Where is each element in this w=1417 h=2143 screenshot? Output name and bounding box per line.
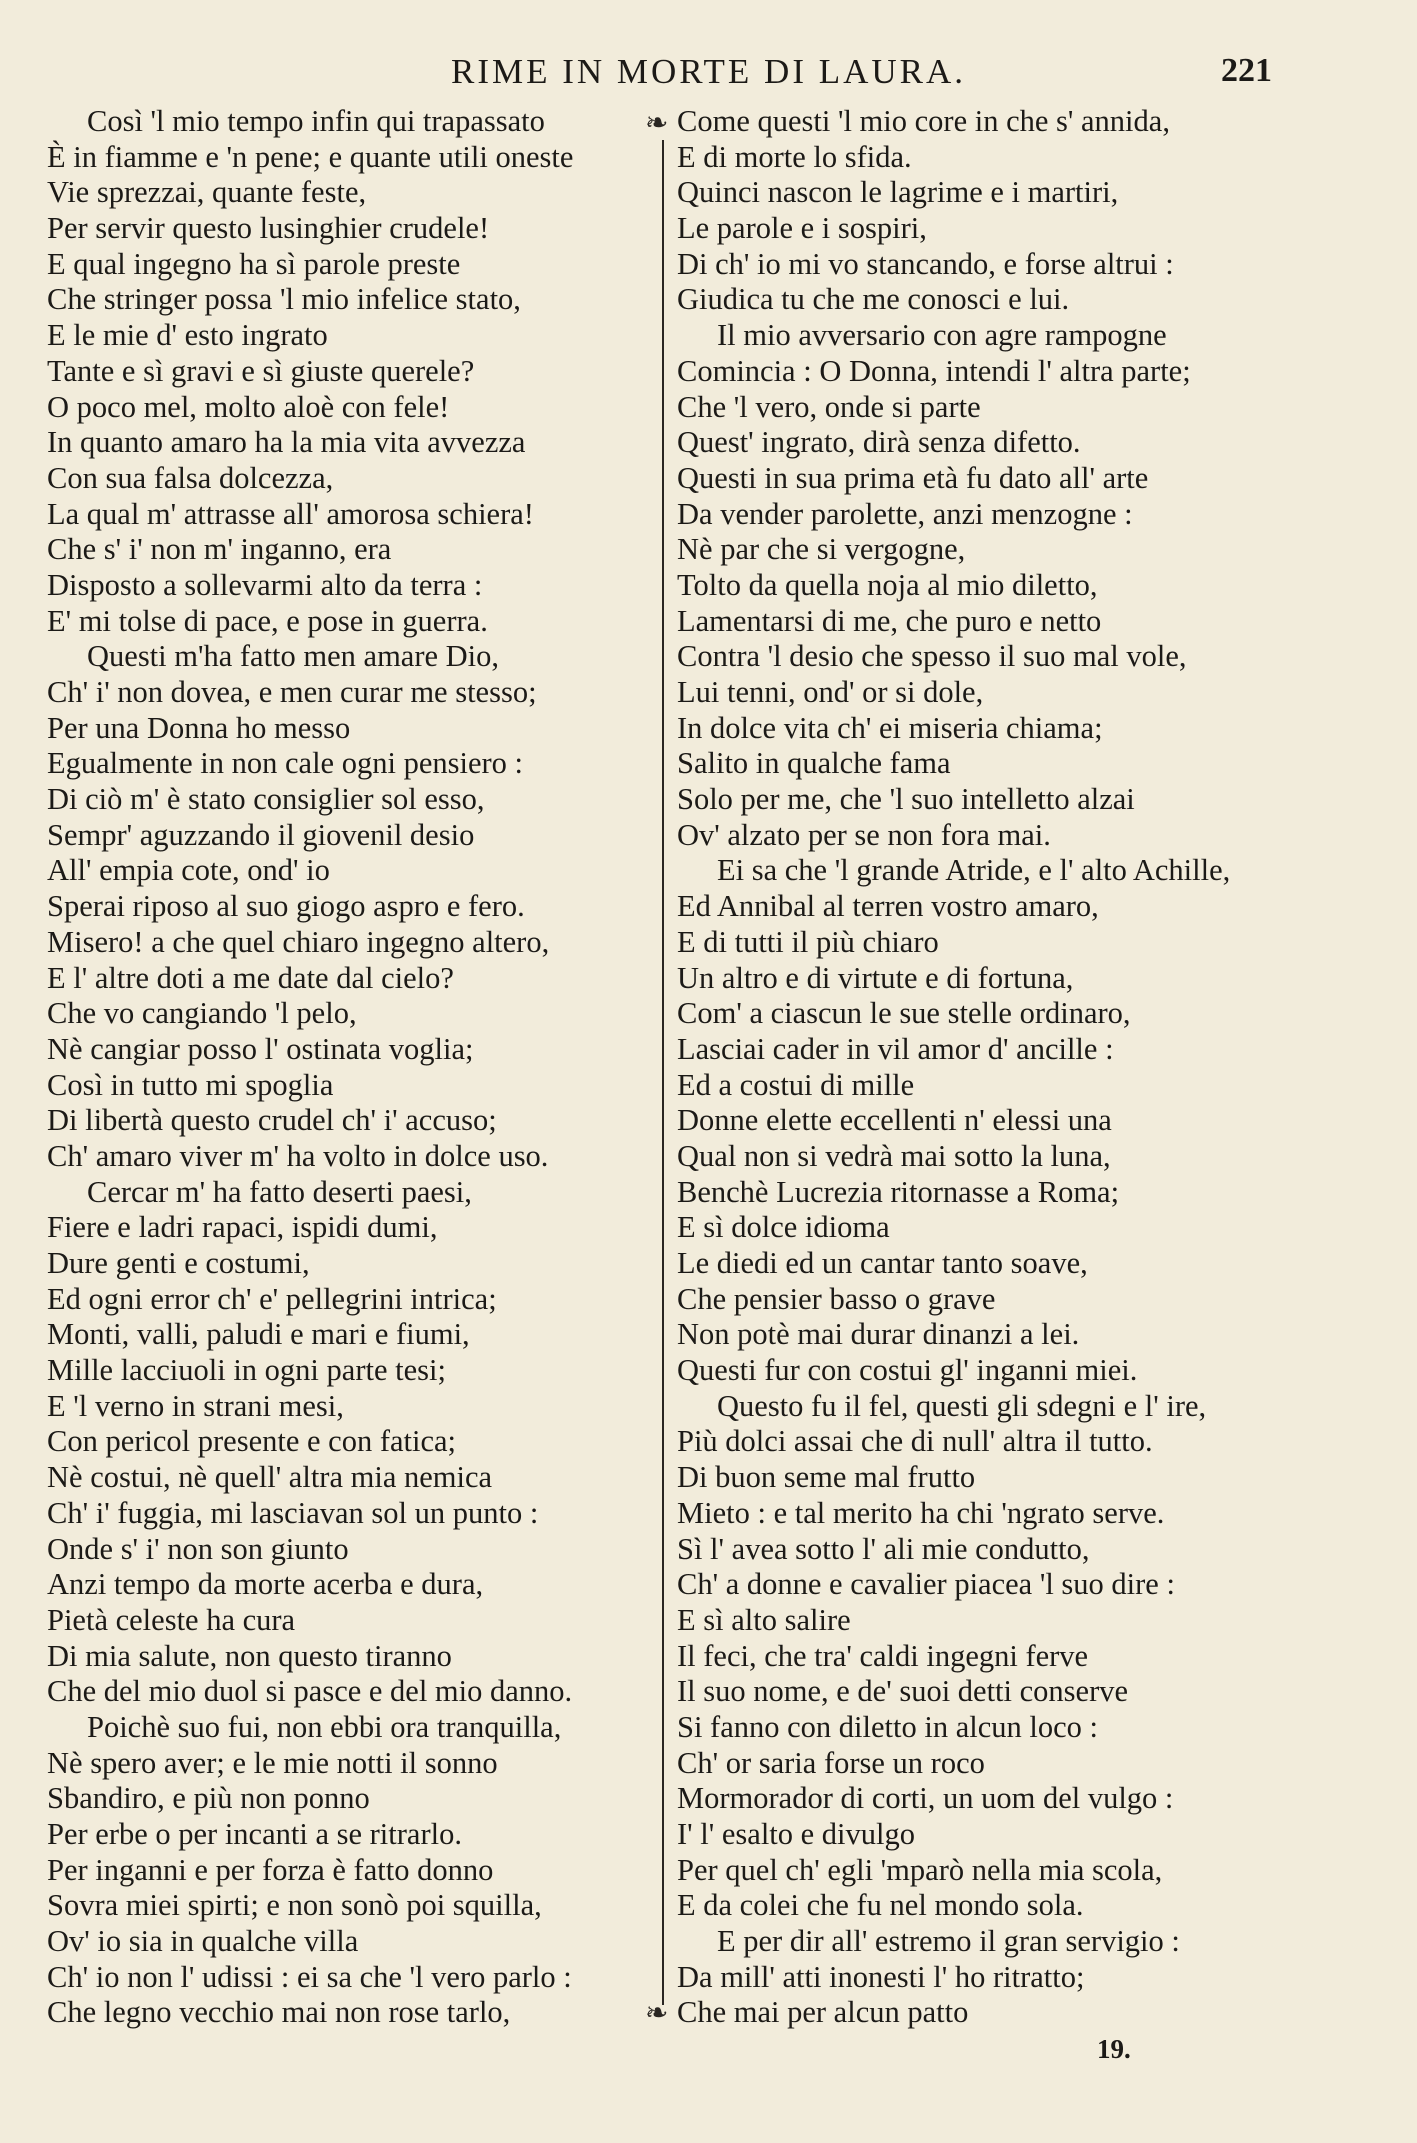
running-title: RIME IN MORTE DI LAURA. [450, 52, 967, 91]
verse-line: Tolto da quella noja al mio diletto, [677, 567, 1098, 602]
verse-line: E per dir all' estremo il gran servigio : [717, 1924, 1180, 1959]
page-number: 221 [1221, 52, 1272, 89]
verse-line: Più dolci assai che di null' altra il tutto. [677, 1424, 1153, 1459]
verse-line: E sì dolce idioma [677, 1210, 890, 1245]
verse-line: Sperai riposo al suo giogo aspro e fero. [47, 889, 525, 924]
verse-line: Dure genti e costumi, [47, 1246, 310, 1280]
verse-line: Il feci, che tra' caldi ingegni ferve [677, 1638, 1089, 1673]
verse-line: Ch' i' fuggia, mi lasciavan sol un punto : [47, 1495, 539, 1530]
verse-line: Come questi 'l mio core in che s' annida, [677, 104, 1170, 138]
verse-line: Nè cangiar posso l' ostinata voglia; [47, 1031, 474, 1066]
verse-line: Che del mio duol si pasce e del mio danno. [47, 1674, 573, 1709]
verse-line: Qual non si vedrà mai sotto la luna, [677, 1138, 1111, 1173]
verse-line: Solo per me, che 'l suo intelletto alzai [677, 782, 1135, 817]
verse-line: Ed a costui di mille [677, 1067, 915, 1102]
verse-line: All' empia cote, ond' io [47, 853, 330, 888]
verse-line: Così in tutto mi spoglia [47, 1067, 334, 1102]
verse-line: E da colei che fu nel mondo sola. [677, 1888, 1084, 1923]
verse-line: Quinci nascon le lagrime e i martiri, [677, 175, 1119, 210]
verse-line: E sì alto salire [677, 1602, 851, 1637]
right-column [677, 104, 1297, 2031]
verse-line: Di buon seme mal frutto [677, 1460, 976, 1495]
verse-line: In quanto amaro ha la mia vita avvezza [47, 425, 526, 460]
verse-line: Le diedi ed un cantar tanto soave, [677, 1246, 1088, 1280]
verse-line: Le parole e i sospiri, [677, 211, 927, 246]
verse-line: Ch' or saria forse un roco [677, 1745, 985, 1780]
verse-line: I' l' esalto e divulgo [677, 1817, 915, 1851]
verse-line: Mieto : e tal merito ha chi 'ngrato serve. [677, 1495, 1165, 1530]
verse-line: Per quel ch' egli 'mparò nella mia scola, [677, 1852, 1163, 1887]
verse-line: Salito in qualche fama [677, 746, 951, 781]
verse-line: Da mill' atti inonesti l' ho ritratto; [677, 1959, 1085, 1994]
verse-line: Che vo cangiando 'l pelo, [47, 996, 357, 1031]
verse-line: E' mi tolse di pace, e pose in guerra. [47, 603, 488, 638]
verse-line: Comincia : O Donna, intendi l' altra parte; [677, 353, 1191, 388]
verse-line: Il mio avversario con agre rampogne [717, 318, 1167, 353]
page-header [0, 52, 1417, 96]
verse-line: Ed ogni error ch' e' pellegrini intrica; [47, 1281, 497, 1316]
verse-line: Che pensier basso o grave [677, 1281, 996, 1316]
signature-mark: 19. [1097, 2034, 1131, 2064]
verse-line: E l' altre doti a me date dal cielo? [47, 960, 454, 995]
verse-line: Questo fu il fel, questi gli sdegni e l' ire, [717, 1388, 1207, 1423]
verse-line: Ch' i' non dovea, e men curar me stesso; [47, 675, 537, 709]
verse-line: Nè par che si vergogne, [677, 532, 966, 567]
verse-line: Quest' ingrato, dirà senza difetto. [677, 425, 1081, 460]
verse-line: Per erbe o per incanti a se ritrarlo. [47, 1817, 462, 1851]
fleuron-top-icon: ❧ [645, 108, 669, 139]
verse-line: O poco mel, molto aloè con fele! [47, 389, 450, 424]
verse-line: E di morte lo sfida. [677, 139, 912, 174]
verse-line: Poichè suo fui, non ebbi ora tranquilla, [87, 1709, 562, 1744]
verse-line: Non potè mai durar dinanzi a lei. [677, 1317, 1080, 1352]
verse-line: Sempr' aguzzando il giovenil desio [47, 817, 475, 852]
verse-line: Onde s' i' non son giunto [47, 1531, 349, 1566]
verse-line: Di ch' io mi vo stancando, e forse altrui : [677, 246, 1174, 281]
verse-line: Che mai per alcun patto [677, 1995, 969, 2030]
verse-line: Donne elette eccellenti n' elessi una [677, 1103, 1112, 1138]
verse-line: Ch' a donne e cavalier piacea 'l suo dire : [677, 1567, 1175, 1602]
verse-line: Di mia salute, non questo tiranno [47, 1638, 452, 1673]
verse-line: Sbandiro, e più non ponno [47, 1781, 370, 1816]
fleuron-bottom-icon: ❧ [645, 1998, 669, 2029]
verse-line: Benchè Lucrezia ritornasse a Roma; [677, 1174, 1120, 1209]
verse-line: Egualmente in non cale ogni pensiero : [47, 746, 523, 781]
verse-line: Per una Donna ho messo [47, 710, 351, 745]
verse-line: In dolce vita ch' ei miseria chiama; [677, 710, 1103, 745]
verse-line: Sì l' avea sotto l' ali mie condutto, [677, 1531, 1090, 1566]
verse-line: Ov' io sia in qualche villa [47, 1924, 359, 1959]
verse-line: Questi m'ha fatto men amare Dio, [87, 639, 500, 674]
verse-line: Il suo nome, e de' suoi detti conserve [677, 1674, 1129, 1709]
verse-line: Cercar m' ha fatto deserti paesi, [87, 1174, 472, 1209]
column-divider [662, 140, 664, 2005]
verse-line: Per servir questo lusinghier crudele! [47, 211, 490, 246]
verse-line: Ei sa che 'l grande Atride, e l' alto Achille, [717, 853, 1231, 888]
verse-line: Che s' i' non m' inganno, era [47, 532, 392, 567]
verse-line: Giudica tu che me conosci e lui. [677, 282, 1070, 317]
verse-line: Sovra miei spirti; e non sonò poi squilla, [47, 1888, 542, 1923]
verse-line: Con pericol presente e con fatica; [47, 1424, 457, 1459]
verse-line: Lasciai cader in vil amor d' ancille : [677, 1031, 1114, 1066]
verse-line: E le mie d' esto ingrato [47, 318, 328, 353]
verse-line: Com' a ciascun le sue stelle ordinaro, [677, 996, 1131, 1031]
verse-line: Misero! a che quel chiaro ingegno altero, [47, 924, 550, 959]
verse-line: Mormorador di corti, un uom del vulgo : [677, 1781, 1174, 1816]
verse-line: Lamentarsi di me, che puro e netto [677, 603, 1102, 638]
verse-line: Anzi tempo da morte acerba e dura, [47, 1567, 484, 1602]
verse-line: Per inganni e per forza è fatto donno [47, 1852, 494, 1887]
verse-line: La qual m' attrasse all' amorosa schiera! [47, 496, 534, 531]
verse-line: Di ciò m' è stato consiglier sol esso, [47, 782, 485, 817]
verse-line: Nè spero aver; e le mie notti il sonno [47, 1745, 498, 1780]
verse-line: E qual ingegno ha sì parole preste [47, 246, 461, 281]
verse-line: Nè costui, nè quell' altra mia nemica [47, 1460, 493, 1495]
verse-line: Pietà celeste ha cura [47, 1602, 296, 1637]
verse-line: Che 'l vero, onde si parte [677, 389, 981, 424]
verse-line: E di tutti il più chiaro [677, 924, 939, 959]
verse-line: Fiere e ladri rapaci, ispidi dumi, [47, 1210, 438, 1245]
verse-line: Vie sprezzai, quante feste, [47, 175, 367, 210]
verse-line: Che stringer possa 'l mio infelice stato, [47, 282, 521, 317]
verse-line: Con sua falsa dolcezza, [47, 460, 334, 495]
verse-line: Così 'l mio tempo infin qui trapassato [87, 104, 545, 138]
verse-line: Ch' amaro viver m' ha volto in dolce uso. [47, 1138, 549, 1173]
verse-line: Un altro e di virtute e di fortuna, [677, 960, 1074, 995]
verse-line: Ed Annibal al terren vostro amaro, [677, 889, 1099, 924]
verse-line: Si fanno con diletto in alcun loco : [677, 1709, 1098, 1744]
verse-line: È in fiamme e 'n pene; e quante utili oneste [47, 139, 574, 174]
verse-line: Tante e sì gravi e sì giuste querele? [47, 353, 475, 388]
verse-line: Monti, valli, paludi e mari e fiumi, [47, 1317, 470, 1352]
verse-line: Questi in sua prima età fu dato all' arte [677, 460, 1149, 495]
verse-line: Disposto a sollevarmi alto da terra : [47, 567, 483, 602]
verse-line: Lui tenni, ond' or si dole, [677, 675, 984, 709]
verse-line: Contra 'l desio che spesso il suo mal vole, [677, 639, 1187, 674]
left-column [47, 104, 657, 2031]
verse-line: Ov' alzato per se non fora mai. [677, 817, 1051, 852]
verse-line: Che legno vecchio mai non rose tarlo, [47, 1995, 511, 2030]
verse-line: E 'l verno in strani mesi, [47, 1388, 344, 1423]
verse-line: Mille lacciuoli in ogni parte tesi; [47, 1353, 446, 1388]
verse-line: Di libertà questo crudel ch' i' accuso; [47, 1103, 497, 1138]
verse-line: Da vender parolette, anzi menzogne : [677, 496, 1133, 531]
verse-line: Ch' io non l' udissi : ei sa che 'l vero parlo : [47, 1959, 572, 1994]
verse-line: Questi fur con costui gl' inganni miei. [677, 1353, 1138, 1388]
